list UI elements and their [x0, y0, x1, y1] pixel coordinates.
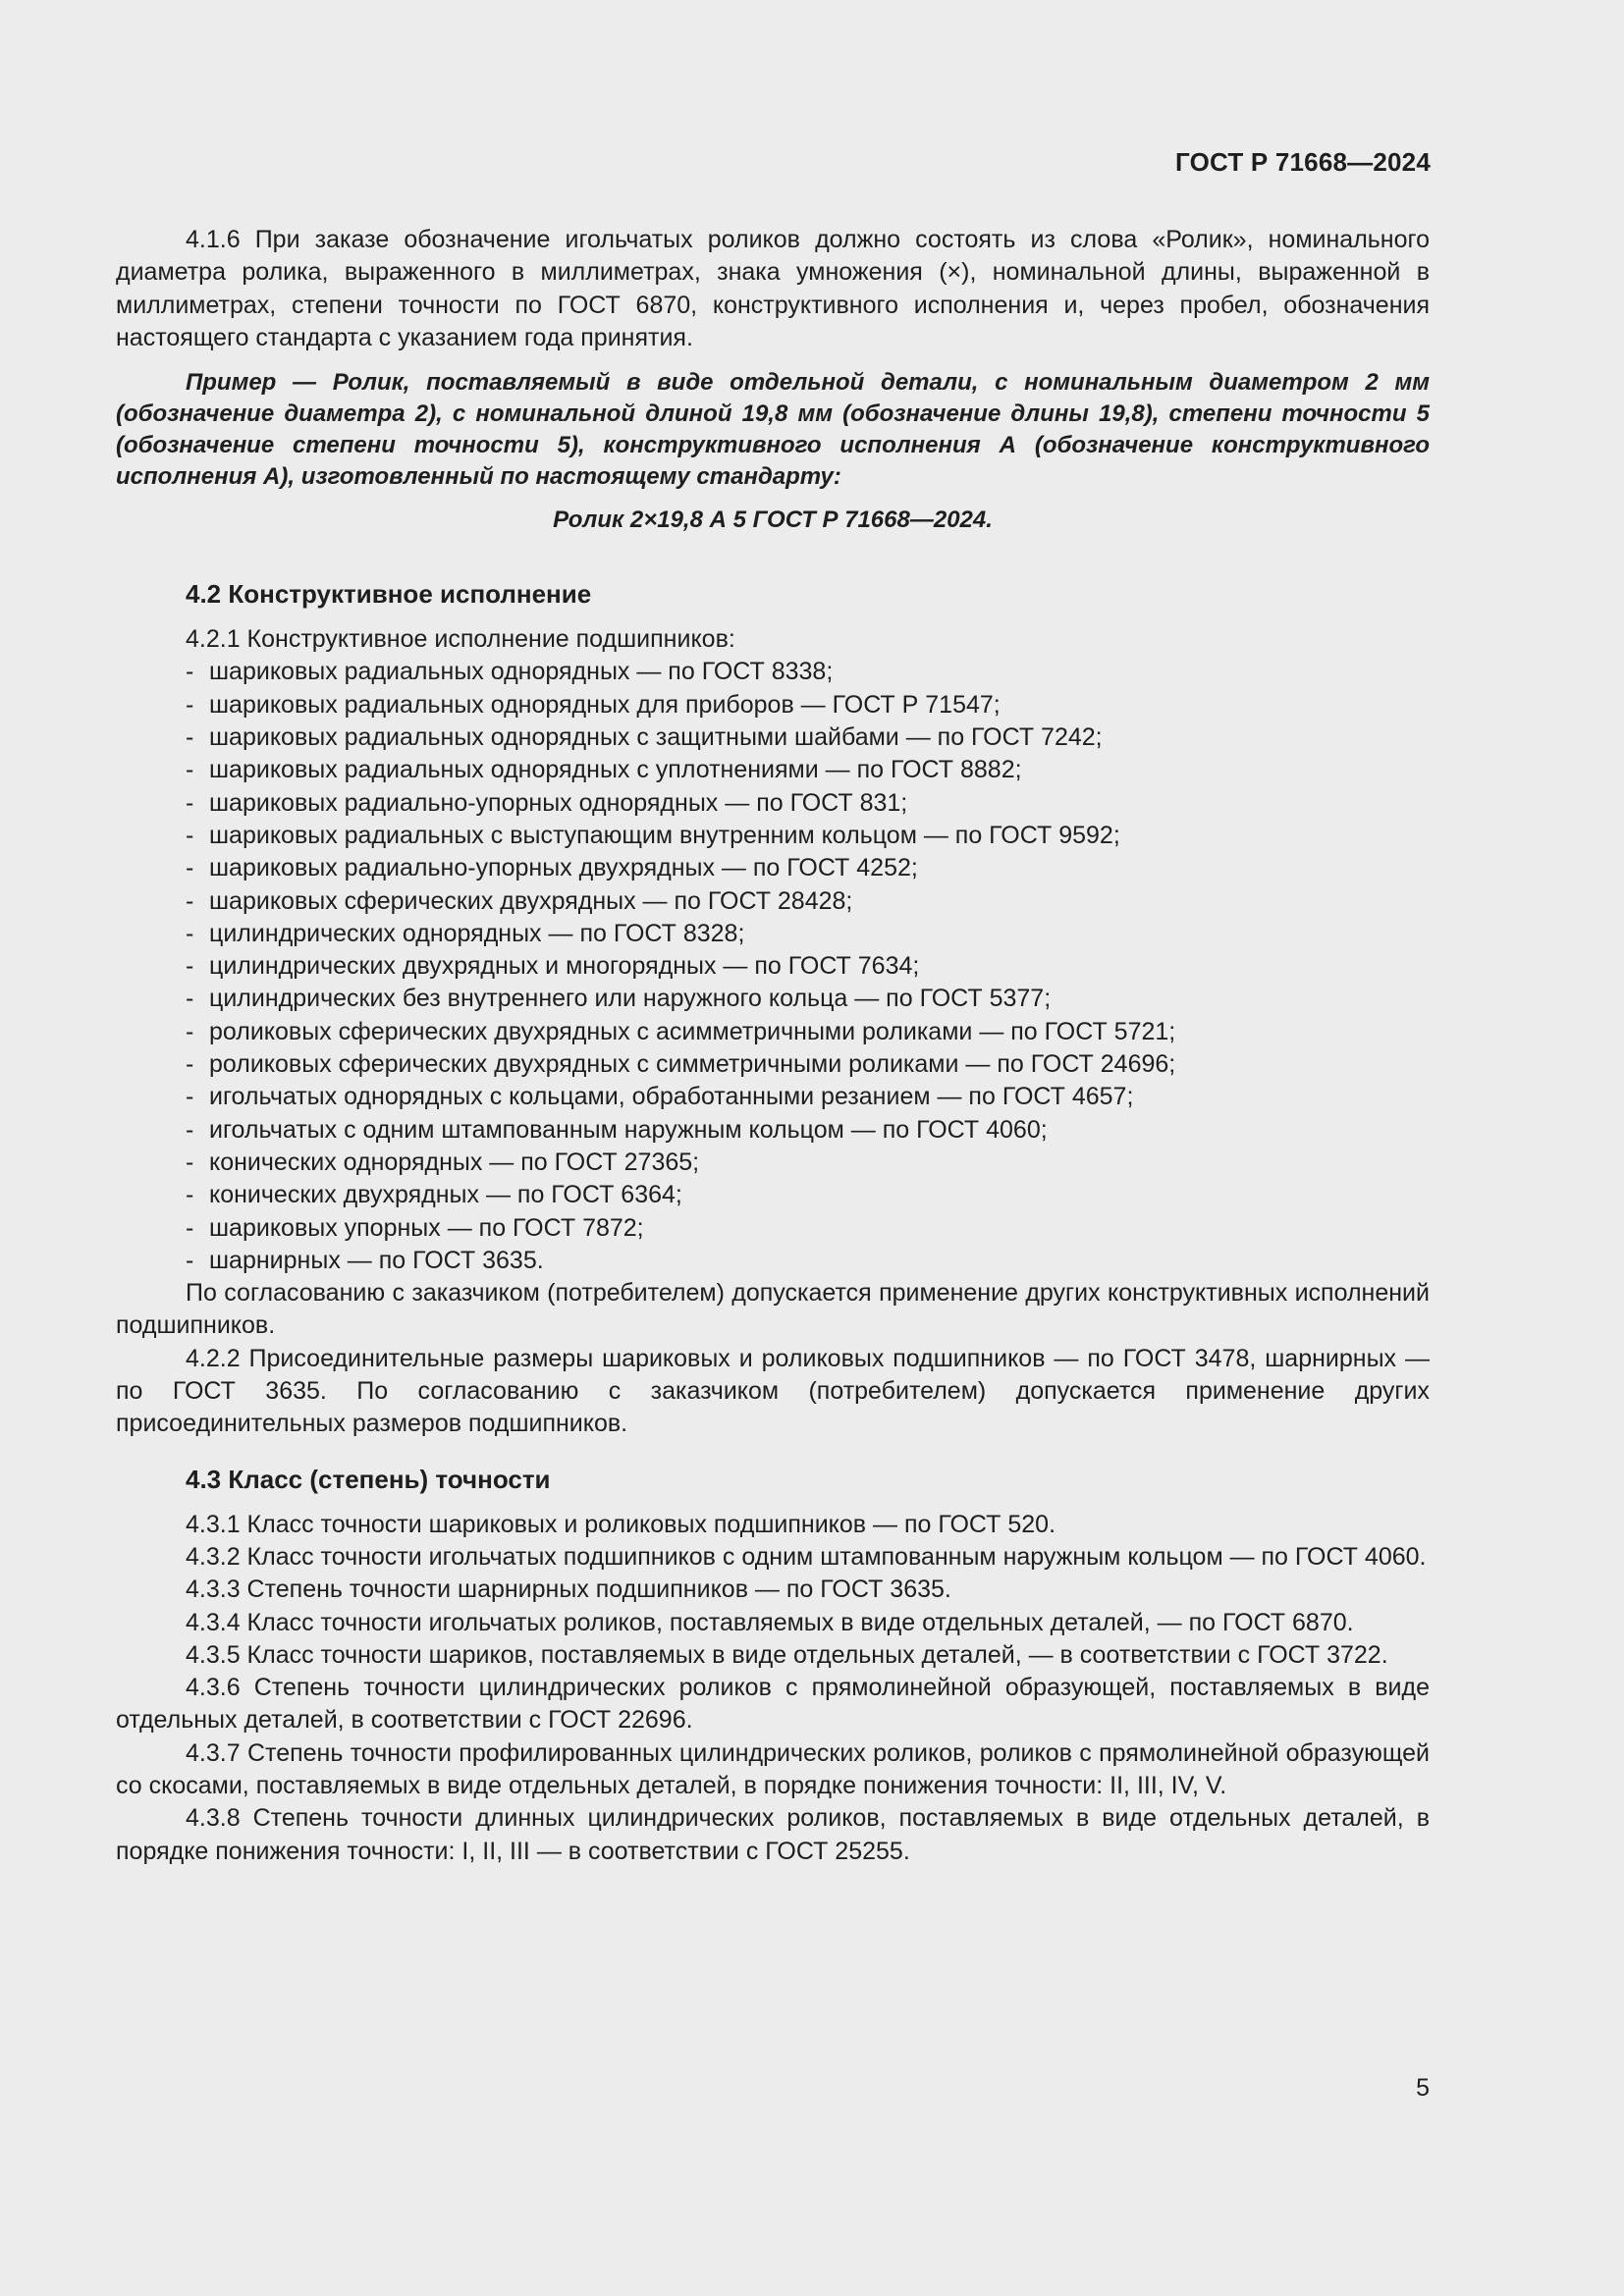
- list-item: [186, 1114, 1430, 1147]
- list-item-text: конических однорядных — по ГОСТ 27365;: [209, 1148, 700, 1176]
- section-heading-4-3: 4.3 Класс (степень) точности: [186, 1464, 551, 1494]
- list-item: [186, 918, 1430, 950]
- paragraph-4-2-1: 4.2.1 Конструктивное исполнение подшипников:: [186, 625, 735, 654]
- page-number: 5: [1416, 2074, 1430, 2102]
- paragraph-4-3-1: 4.3.1 Класс точности шариковых и роликовых подшипников — по ГОСТ 520.: [186, 1510, 1056, 1538]
- paragraph-4-2-2: 4.2.2 Присоединительные размеры шариковых и роликовых подшипников — по ГОСТ 3478, шарнирных — по ГОСТ 3635. По согласованию с заказчиком (потребителем) допускается применение других присоединительных размеров подшипников.: [116, 1344, 1430, 1438]
- list-dash: -: [186, 658, 194, 686]
- list-item: [186, 1212, 1430, 1245]
- list-dash: -: [186, 821, 194, 849]
- list-dash: -: [186, 788, 194, 817]
- list-dash: -: [186, 1181, 194, 1209]
- list-dash: -: [186, 952, 194, 981]
- list-item-text: шариковых радиальных с выступающим внутренним кольцом — по ГОСТ 9592;: [209, 821, 1120, 849]
- list-item-text: шариковых сферических двухрядных — по ГОСТ 28428;: [209, 886, 853, 915]
- paragraph-after-list: По согласованию с заказчиком (потребителем) допускается применение других конструктивных исполнений подшипников.: [116, 1279, 1430, 1340]
- list-item: [186, 1048, 1430, 1081]
- list-dash: -: [186, 1017, 194, 1045]
- list-item-text: игольчатых с одним штампованным наружным кольцом — по ГОСТ 4060;: [209, 1115, 1048, 1144]
- list-dash: -: [186, 1083, 194, 1111]
- list-item: [186, 1179, 1430, 1211]
- list-dash: -: [186, 723, 194, 752]
- list-dash: -: [186, 886, 194, 915]
- paragraph-4-1-6: 4.1.6 При заказе обозначение игольчатых роликов должно состоять из слова «Ролик», номинального диаметра ролика, выраженного в миллиметрах, знака умножения (×), номинальной длины, выраженной в миллиметрах, степени точности по ГОСТ 6870, конструктивного исполнения и, через пробел, обозначения настоящего стандарта с указанием года принятия.: [116, 226, 1430, 351]
- list-item-text: конических двухрядных — по ГОСТ 6364;: [209, 1181, 682, 1209]
- list-item: [186, 721, 1430, 754]
- list-dash: -: [186, 1050, 194, 1079]
- list-item: [186, 1147, 1430, 1179]
- list-item: [186, 950, 1430, 983]
- example-note: Пример — Ролик, поставляемый в виде отдельной детали, с номинальным диаметром 2 мм (обозначение диаметра 2), с номинальной длиной 19,8 мм (обозначение длины 19,8), степени точности 5 (обозначение степени точности 5), конструктивного исполнения А (обозначение конструктивного исполнения А), изготовленный по настоящему стандарту:: [116, 369, 1430, 491]
- list-item-text: шариковых радиальных однорядных — по ГОСТ 8338;: [209, 658, 834, 686]
- list-dash: -: [186, 1148, 194, 1176]
- list-item-text: шариковых радиальных однорядных с защитными шайбами — по ГОСТ 7242;: [209, 723, 1103, 752]
- list-item: [186, 656, 1430, 688]
- paragraph-4-3-3: 4.3.3 Степень точности шарнирных подшипников — по ГОСТ 3635.: [186, 1575, 951, 1604]
- list-item-text: цилиндрических двухрядных и многорядных — по ГОСТ 7634;: [209, 952, 920, 981]
- list-item: [186, 1016, 1430, 1048]
- bearing-design-list: [116, 656, 1430, 1277]
- example-designation: Ролик 2×19,8 А 5 ГОСТ Р 71668—2024.: [553, 507, 993, 534]
- list-item-text: шарнирных — по ГОСТ 3635.: [209, 1246, 544, 1274]
- section-heading-4-2: 4.2 Конструктивное исполнение: [186, 579, 592, 610]
- list-item: [186, 820, 1430, 852]
- paragraph-4-3-6: 4.3.6 Степень точности цилиндрических роликов с прямолинейной образующей, поставляемых в виде отдельных деталей, в соответствии с ГОСТ 22696.: [116, 1674, 1430, 1735]
- list-dash: -: [186, 854, 194, 882]
- list-item-text: роликовых сферических двухрядных с симметричными роликами — по ГОСТ 24696;: [209, 1050, 1176, 1079]
- list-item-text: шариковых радиальных однорядных с уплотнениями — по ГОСТ 8882;: [209, 756, 1022, 784]
- list-item-text: шариковых упорных — по ГОСТ 7872;: [209, 1213, 644, 1242]
- list-item-text: цилиндрических без внутреннего или наружного кольца — по ГОСТ 5377;: [209, 985, 1052, 1013]
- list-dash: -: [186, 690, 194, 719]
- list-dash: -: [186, 985, 194, 1013]
- list-item: [186, 885, 1430, 918]
- list-item: [186, 754, 1430, 786]
- list-item: [186, 787, 1430, 820]
- paragraph-4-3-2: 4.3.2 Класс точности игольчатых подшипников с одним штампованным наружным кольцом — по ГОСТ 4060.: [186, 1542, 1427, 1571]
- list-dash: -: [186, 1115, 194, 1144]
- document-body: [116, 224, 1430, 1868]
- paragraph-4-3-8: 4.3.8 Степень точности длинных цилиндрических роликов, поставляемых в виде отдельных деталей, в порядке понижения точности: I, II, III — в соответствии с ГОСТ 25255.: [116, 1804, 1430, 1865]
- list-dash: -: [186, 756, 194, 784]
- list-item-text: шариковых радиально-упорных однорядных — по ГОСТ 831;: [209, 788, 908, 817]
- paragraph-4-3-7: 4.3.7 Степень точности профилированных цилиндрических роликов, роликов с прямолинейной образующей со скосами, поставляемых в виде отдельных деталей, в порядке понижения точности: II, III, IV, V.: [116, 1738, 1430, 1799]
- list-item-text: шариковых радиальных однорядных для приборов — ГОСТ Р 71547;: [209, 690, 1001, 719]
- list-item-text: игольчатых однорядных с кольцами, обработанными резанием — по ГОСТ 4657;: [209, 1083, 1134, 1111]
- list-item-text: роликовых сферических двухрядных с асимметричными роликами — по ГОСТ 5721;: [209, 1017, 1176, 1045]
- list-dash: -: [186, 1213, 194, 1242]
- list-item: [186, 1245, 1430, 1277]
- list-item-text: шариковых радиально-упорных двухрядных — по ГОСТ 4252;: [209, 854, 918, 882]
- paragraph-4-3-4: 4.3.4 Класс точности игольчатых роликов, поставляемых в виде отдельных деталей, — по ГОСТ 6870.: [186, 1608, 1354, 1636]
- list-dash: -: [186, 919, 194, 947]
- list-item: [186, 1081, 1430, 1113]
- list-item: [186, 983, 1430, 1015]
- list-dash: -: [186, 1246, 194, 1274]
- document-header: ГОСТ Р 71668—2024: [1175, 147, 1431, 177]
- list-item-text: цилиндрических однорядных — по ГОСТ 8328;: [209, 919, 745, 947]
- list-item: [186, 852, 1430, 884]
- list-item: [186, 689, 1430, 721]
- paragraph-4-3-5: 4.3.5 Класс точности шариков, поставляемых в виде отдельных деталей, — в соответствии с ГОСТ 3722.: [186, 1640, 1388, 1669]
